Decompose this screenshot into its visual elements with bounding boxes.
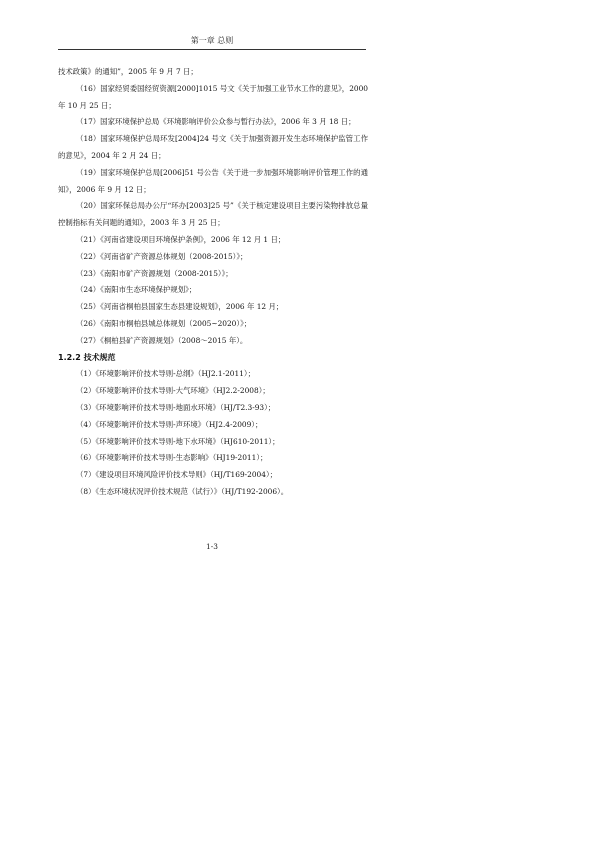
page-header: 第一章 总则 <box>190 36 234 45</box>
list-item: （18）国家环境保护总局环发[2004]24 号文《关于加强资源开发生态环境保护监管工作的意见》，2004 年 2 月 24 日； <box>58 134 368 160</box>
spec-item: （3）《环境影响评价技术导则-地面水环境》（HJ/T2.3-93）； <box>76 402 276 412</box>
spec-item: （6）《环境影响评价技术导则-生态影响》（HJ19-2011）； <box>76 453 268 463</box>
header-rule <box>58 49 366 50</box>
paragraph-continuation: 技术政策》的通知”，2005 年 9 月 7 日； <box>58 67 198 76</box>
list-item: （22）《河南省矿产资源总体规划（2008-2015）》； <box>76 251 248 261</box>
spec-item: （1）《环境影响评价技术导则-总纲》（HJ2.1-2011）； <box>76 369 255 379</box>
list-item: （26）《南阳市桐柏县城总体规划（2005~2020）》； <box>76 318 252 328</box>
list-item: （17）国家环境保护总局《环境影响评价公众参与暂行办法》，2006 年 3 月 18 日； <box>76 117 356 127</box>
spec-item: （2）《环境影响评价技术导则-大气环境》（HJ2.2-2008）； <box>76 386 270 396</box>
list-item: （16）国家经贸委国经贸资源[2000]1015 号文《关于加强工业节水工作的意见》，2000 年 10 月 25 日； <box>58 83 368 110</box>
list-item: （23）《南阳市矿产资源规划（2008-2015）》； <box>76 268 233 278</box>
page-number: 1-3 <box>206 542 218 551</box>
spec-item: （7）《建设项目环境风险评价技术导则》（HJ/T169-2004）； <box>76 470 278 480</box>
list-item: （21）《河南省建设项目环境保护条例》，2006 年 12 月 1 日； <box>76 234 286 244</box>
spec-item: （5）《环境影响评价技术导则-地下水环境》（HJ610-2011）； <box>76 436 280 446</box>
section-heading: 1.2.2 技术规范 <box>58 352 116 362</box>
list-item: （24）《南阳市生态环境保护规划》； <box>76 285 197 295</box>
list-item: （20）国家环保总局办公厅“环办[2003]25 号”《关于核定建设项目主要污染物排放总量控制指标有关问题的通知》，2003 年 3 月 25 日； <box>58 201 368 228</box>
list-item: （27）《桐柏县矿产资源规划》（2008～2015 年）。 <box>76 335 248 345</box>
document-body <box>58 64 368 501</box>
list-item: （25）《河南省桐柏县国家生态县建设规划》，2006 年 12 月； <box>76 302 284 312</box>
spec-item: （8）《生态环境状况评价技术规范（试行）》（HJ/T192-2006）。 <box>76 486 289 496</box>
list-item: （19）国家环境保护总局[2006]51 号公告《关于进一步加强环境影响评价管理工作的通知》，2006 年 9 月 12 日； <box>58 167 368 194</box>
spec-item: （4）《环境影响评价技术导则-声环境》（HJ2.4-2009）； <box>76 419 263 429</box>
